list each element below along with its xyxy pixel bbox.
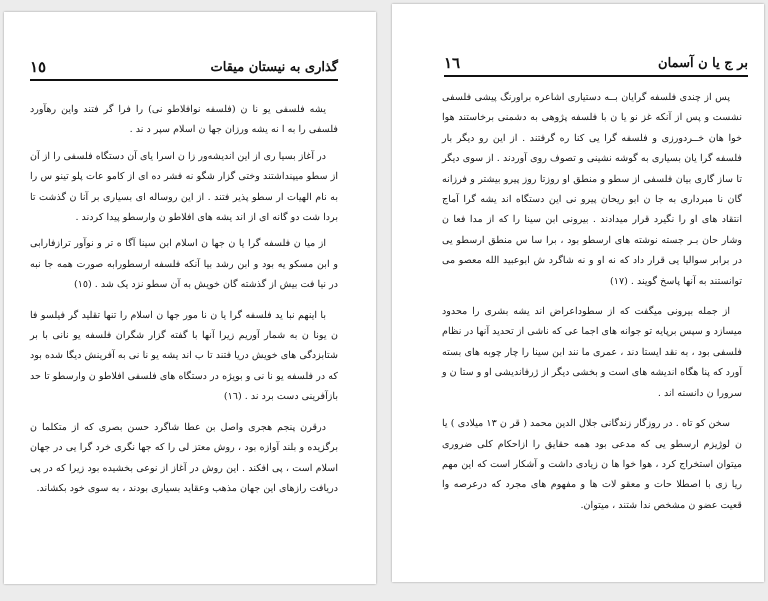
right-page [392,4,764,582]
left-page [4,12,376,584]
left-paragraph-3: از میا ن فلسفه گرا یا ن جها ن اسلام ابن سینا آگا ه تر و نوآور ترازفارابی و ابن مسکو یه بود و ابن رشد بیا آنکه فلسفه ارسطورابه صورت همه جا نبه در نیا فت بیش از گذشته گان خویش به آن سطو نزد یک شد . (١٥) [30,238,338,291]
left-paragraph-2: در آغاز بسیا ری از این اندیشه‌ور زا ن اسرا یای آن دستگاه فلسفی را از آن از سطو میپنداشتند وختی گزار شگو نه فشر ده ای از کامو عات پلو تینو س را به نام الهیات ار سطو پذیر فتند . از این روساله ای بسیاری بر آنا ن گذشت تا بردا شت دو گانه ای از اند یشه های افلاطو ن وارسطو پیدا کردند . [30,150,338,224]
left-page-body [30,100,338,505]
left-paragraph-4: با اینهم نبا ید فلسفه گرا یا ن نا مور جها ن اسلام را تنها تقلید گر فیلسو فا ن یونا ن به شمار آوریم زیرا آنها با گفته گزار شگران فلسفه یو نانی با بر شتابزدگی های خویش دریا فتند تا ب اند یشه یو نا نی به آفرینش دیگا شده بود که در فلسفه یو نا نی و بویژه در دستگاه های فلسفی افلاطو ن وارسطو تا حد بازآفرینی دست برد ند . (١٦) [30,309,338,403]
left-paragraph-5: درقرن پنجم هجری واصل بن عطا شاگرد حسن بصری که از متکلما ن برگزیده و بلند آوازه بود ، روش معتز لی را که جها نگری خرد گرا یی در جهان اسلام است ، پی افکند . این روش در آغاز از نوعی بخشیده بود زیرا که در پی دریافت رازهای این جهان مذهب وعقاید بسیاری بودند ، به سوی خود بکشاند. [30,421,338,494]
right-page-running-title: بر ج یا ن آسمان [658,55,748,71]
left-paragraph-1: یشه فلسفی یو نا ن (فلسفه نوافلاطو نی) را فرا گر فتند واین رهآورد فلسفی را به ا نه یشه ورزان جها ن اسلام سپر د ند . [30,104,338,136]
right-paragraph-3: سخن کو تاه . در روزگار زندگانی جلال الدین محمد ( قر ن ١٣ میلادی ) یا ن لوژیزم ارسطو یی که مدعی بود همه حقایق را ازاحکام کلی ضروری میتوان استخراج کرد ، هوا خوا ها ن زیادی داشت و آشکار است که این مهم ریا زی با اصطلا حات و معقو لات ها و مفهوم های مجرد که درعرصه وا قعیت عضو ن مشخص ندا شتند ، میتوان. [442,418,742,511]
left-page-running-title: گذاری به نیستان میقات [210,59,338,75]
right-page-body [442,88,742,522]
right-page-header [444,54,748,77]
left-page-number: ١٥ [30,58,47,76]
left-page-header [30,58,338,81]
right-page-number: ١٦ [444,54,461,72]
right-paragraph-2: از جمله بیرونی میگفت که از سطوداعراض اند یشه بشری را محدود میسازد و سپس برپایه تو جوانه های اجما عی که ناشی از تحدید آنها در نظام فلسفی بود ، به نقد ایستا دند ، عمری ما نند ابن سینا را چار چوبه های بسته آورد که پنا هگاه اندیشه های است و بخشی دیگر از ژرفاندیشی او و ستا ن و سرورا ن دانسته اند . [442,306,742,399]
right-paragraph-1: پس از چندی فلسفه گرایان بــه دستیاری اشاعره براورنگ پیشی فلسفی نشست و پس از آنکه غز نو یا ن با فلسفه پژوهی به دشمنی برخاستند هوا خوا هان خــردورزی و فلسفه گرا یی کنا ره گرفتند . از این رو دیگر بار فلسفه گرا یان بسیاری به گوشه نشینی و تصوف روی آوردند . از سوی دیگر تا ساز گاری بیان فلسفی از سطو و منطق او روزتا روز پیرو بیشتر و فرزانه گان نا مبرداری به جا ن ابو ریحان پیرو نی این دستگاه اند یشه گرا آماج انتقاد های او را نگیرد قرار میدادند . بیرونی ابن سینا را که از مدا فعا ن وشار حان بـر جسته نوشته های ارسطو بود ، برا سا س منطق ارسطو یی در برابر سوالیا یی قرار داد که نه او و نه شاگرد ش ابوعبید الله معصو می توانستند به آنها پاسخ گویند . (١٧) [442,92,742,287]
